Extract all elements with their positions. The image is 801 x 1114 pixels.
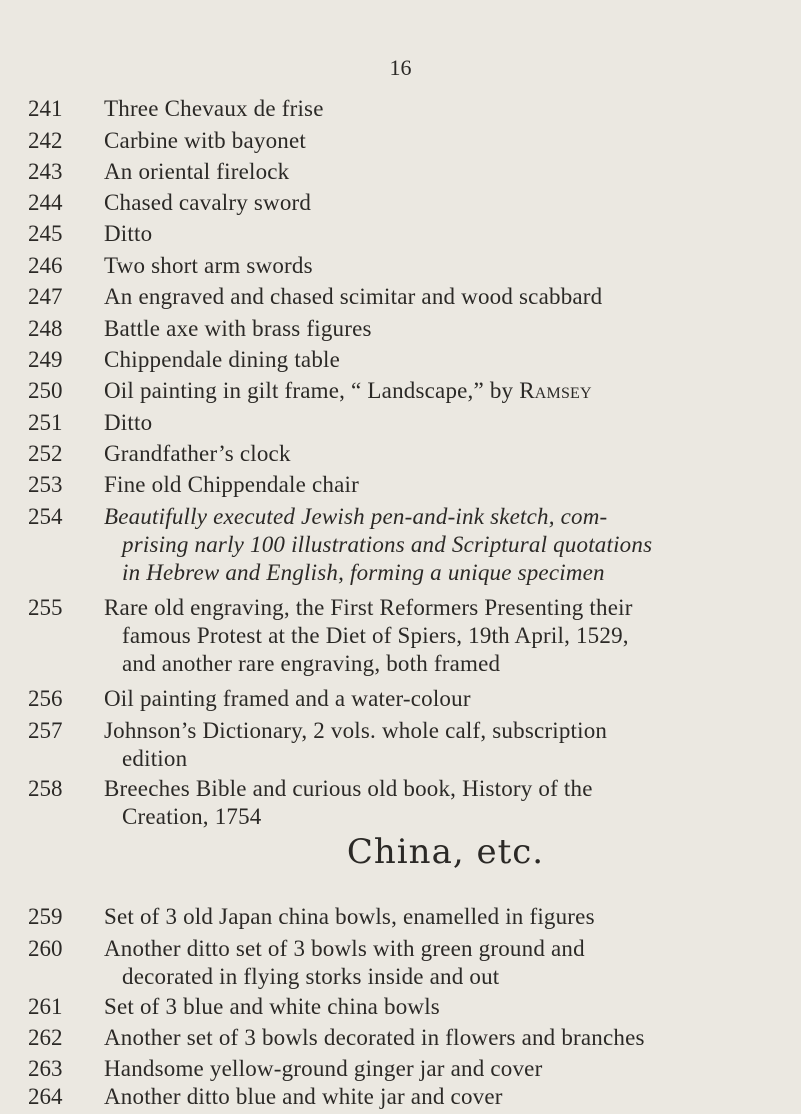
lot-description: An oriental firelock [104, 159, 290, 184]
lot-description-line: Rare old engraving, the First Reformers Presenting their [104, 595, 633, 620]
lot-description [104, 775, 796, 831]
lot-description-line: in Hebrew and English, forming a unique specimen [122, 560, 605, 585]
lot-description: Set of 3 old Japan china bowls, enamelled in figures [104, 904, 595, 929]
lot-description-line: Breeches Bible and curious old book, History of the [104, 776, 593, 801]
lot-description: Handsome yellow-ground ginger jar and cover [104, 1056, 543, 1081]
lot-number: 264 [28, 1084, 63, 1109]
lot-number: 255 [28, 595, 63, 620]
lot-description-line: decorated in flying storks inside and out [122, 964, 500, 989]
lot-number: 251 [28, 410, 63, 435]
lot-number: 257 [28, 718, 63, 743]
lot-description: Three Chevaux de frise [104, 96, 324, 121]
lot-description-line: and another rare engraving, both framed [122, 651, 501, 676]
lot-number: 248 [28, 316, 63, 341]
lot-number: 242 [28, 128, 63, 153]
page-number: 16 [389, 55, 412, 80]
lot-description: Ditto [104, 221, 153, 246]
lot-description: Fine old Chippendale chair [104, 472, 359, 497]
lot-description [104, 503, 796, 587]
lot-description-line: Beautifully executed Jewish pen-and-ink sketch, com- [104, 504, 608, 529]
lot-description: Oil painting framed and a water-colour [104, 686, 471, 711]
lot-description-line: Johnson’s Dictionary, 2 vols. whole calf, subscription [104, 718, 608, 743]
lot-number: 254 [28, 504, 63, 529]
lot-description: Set of 3 blue and white china bowls [104, 994, 440, 1019]
lot-description-line: Creation, 1754 [122, 804, 262, 829]
lot-number: 256 [28, 686, 63, 711]
lot-number: 261 [28, 994, 63, 1019]
lot-number: 241 [28, 96, 63, 121]
lot-description-line: famous Protest at the Diet of Spiers, 19th April, 1529, [122, 623, 629, 648]
lot-description: Another ditto blue and white jar and cover [104, 1084, 503, 1109]
lot-number: 253 [28, 472, 63, 497]
lot-description: Grandfather’s clock [104, 441, 291, 466]
lot-number: 244 [28, 190, 63, 215]
lot-description: Chased cavalry sword [104, 190, 312, 215]
lot-number: 249 [28, 347, 63, 372]
lot-description-line: Another ditto set of 3 bowls with green ground and [104, 936, 585, 961]
lot-description-line: edition [122, 746, 188, 771]
lot-number: 247 [28, 284, 63, 309]
lot-description: Ditto [104, 410, 153, 435]
lot-description: An engraved and chased scimitar and wood scabbard [104, 284, 603, 309]
lot-description-line: prising narly 100 illustrations and Scriptural quotations [122, 532, 653, 557]
lot-description: Two short arm swords [104, 253, 313, 278]
section-heading: China, etc. [346, 832, 545, 872]
lot-description: Another set of 3 bowls decorated in flowers and branches [104, 1025, 645, 1050]
lot-description: Carbine witb bayonet [104, 128, 307, 153]
lot-number: 263 [28, 1056, 63, 1081]
lot-description-text: Oil painting in gilt frame, “ Landscape,” by [104, 378, 520, 403]
lot-number: 245 [28, 221, 63, 246]
lot-number: 252 [28, 441, 63, 466]
lot-number: 258 [28, 776, 63, 801]
lot-number: 246 [28, 253, 63, 278]
lot-number: 243 [28, 159, 63, 184]
artist-name: Ramsey [519, 378, 592, 403]
lot-number: 260 [28, 936, 63, 961]
lot-description: Battle axe with brass figures [104, 316, 372, 341]
lot-description [104, 935, 796, 991]
lot-description [104, 717, 796, 773]
lot-number: 262 [28, 1025, 63, 1050]
lot-number: 250 [28, 378, 63, 403]
lot-description [104, 377, 796, 405]
lot-description: Chippendale dining table [104, 347, 341, 372]
lot-number: 259 [28, 904, 63, 929]
lot-description [104, 594, 796, 678]
